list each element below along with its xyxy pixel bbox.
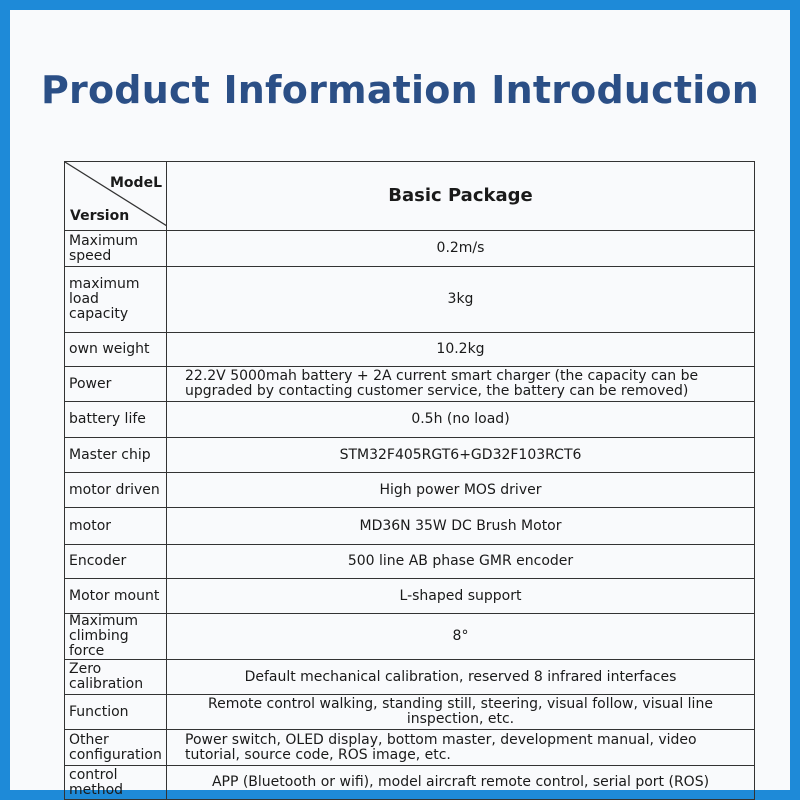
table-row — [65, 267, 755, 333]
corner-header-cell — [65, 162, 167, 231]
table-row — [65, 660, 755, 695]
row-label: maximum load capacity — [65, 267, 167, 333]
table-row — [65, 766, 755, 800]
row-label: Encoder — [65, 545, 167, 579]
row-value: 0.2m/s — [167, 231, 755, 267]
corner-version-label: Version — [70, 208, 130, 224]
table-row — [65, 402, 755, 438]
row-value: APP (Bluetooth or wifi), model aircraft remote control, serial port (ROS) — [167, 766, 755, 800]
row-value: STM32F405RGT6+GD32F103RCT6 — [167, 438, 755, 473]
table-row — [65, 333, 755, 367]
row-value: 10.2kg — [167, 333, 755, 367]
page-title: Product Information Introduction — [41, 68, 759, 112]
row-label: motor — [65, 508, 167, 545]
row-label: motor driven — [65, 473, 167, 508]
table-row — [65, 614, 755, 660]
corner-model-label: ModeL — [110, 175, 162, 191]
row-label: Maximum speed — [65, 231, 167, 267]
row-label: Power — [65, 367, 167, 402]
table-row — [65, 730, 755, 766]
row-value: Power switch, OLED display, bottom master, development manual, video tutorial, source code, ROS image, etc. — [167, 730, 755, 766]
table-row — [65, 508, 755, 545]
table-row — [65, 579, 755, 614]
row-value: 22.2V 5000mah battery + 2A current smart charger (the capacity can be upgraded by contacting customer service, the battery can be removed) — [167, 367, 755, 402]
row-value: Remote control walking, standing still, steering, visual follow, visual line inspection, etc. — [167, 695, 755, 730]
row-value: 8° — [167, 614, 755, 660]
row-value: L-shaped support — [167, 579, 755, 614]
table-row — [65, 545, 755, 579]
row-value: Default mechanical calibration, reserved 8 infrared interfaces — [167, 660, 755, 695]
row-label: control method — [65, 766, 167, 800]
row-label: battery life — [65, 402, 167, 438]
row-label: Maximum climbing force — [65, 614, 167, 660]
table-row — [65, 438, 755, 473]
row-label: Master chip — [65, 438, 167, 473]
table-row — [65, 367, 755, 402]
row-value: High power MOS driver — [167, 473, 755, 508]
package-header-cell — [167, 162, 755, 231]
row-label: Zero calibration — [65, 660, 167, 695]
row-label: own weight — [65, 333, 167, 367]
row-value: MD36N 35W DC Brush Motor — [167, 508, 755, 545]
row-label: Motor mount — [65, 579, 167, 614]
row-value: 3kg — [167, 267, 755, 333]
table-row — [65, 695, 755, 730]
row-label: Other configuration — [65, 730, 167, 766]
row-value: 500 line AB phase GMR encoder — [167, 545, 755, 579]
package-header: Basic Package — [388, 184, 533, 206]
spec-table — [64, 161, 755, 800]
table-row — [65, 473, 755, 508]
table-row — [65, 231, 755, 267]
table-header-row — [65, 162, 755, 231]
row-value: 0.5h (no load) — [167, 402, 755, 438]
row-label: Function — [65, 695, 167, 730]
